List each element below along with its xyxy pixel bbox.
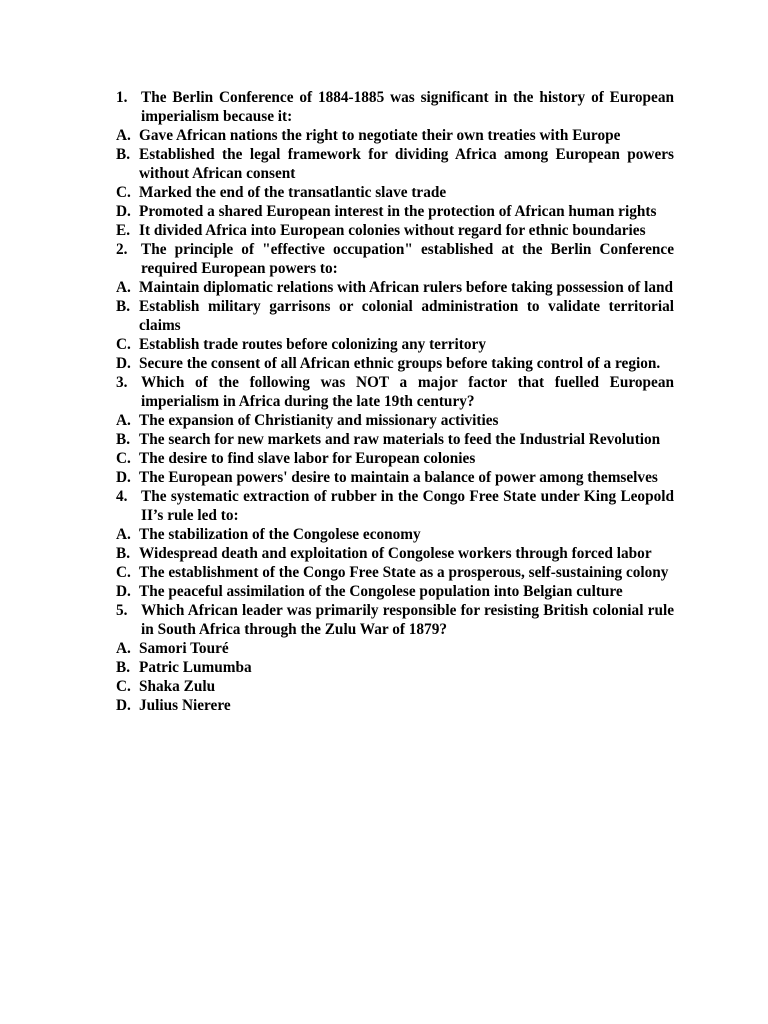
question-text: The systematic extraction of rubber in the Congo Free State under King Leopold II’s rule led to: xyxy=(141,488,674,524)
option-text: Establish military garrisons or colonial administration to validate territorial claims xyxy=(139,298,674,334)
answer-options xyxy=(116,411,674,487)
question-number: 2. xyxy=(116,241,128,258)
question-stem xyxy=(116,601,674,639)
option-letter: D. xyxy=(116,203,131,220)
option-letter: B. xyxy=(116,146,131,163)
option-text: Marked the end of the transatlantic slave trade xyxy=(139,184,447,201)
question-number: 1. xyxy=(116,89,128,106)
option-text: The peaceful assimilation of the Congolese population into Belgian culture xyxy=(139,583,623,600)
option-text: Widespread death and exploitation of Congolese workers through forced labor xyxy=(139,545,652,562)
option-text: The desire to find slave labor for European colonies xyxy=(139,450,476,467)
document-page xyxy=(116,88,674,715)
option-text: The European powers' desire to maintain a balance of power among themselves xyxy=(139,469,658,486)
option-letter: D. xyxy=(116,355,131,372)
answer-option xyxy=(116,202,674,221)
answer-option xyxy=(116,335,674,354)
option-letter: A. xyxy=(116,640,131,657)
answer-options xyxy=(116,126,674,240)
answer-option xyxy=(116,544,674,563)
option-text: Maintain diplomatic relations with African rulers before taking possession of land xyxy=(139,279,674,296)
answer-option xyxy=(116,525,674,544)
option-text: The establishment of the Congo Free State as a prosperous, self-sustaining colony xyxy=(139,564,669,581)
question-2 xyxy=(116,240,674,373)
option-letter: D. xyxy=(116,469,131,486)
question-4 xyxy=(116,487,674,601)
question-number: 3. xyxy=(116,374,128,391)
option-text: Secure the consent of all African ethnic groups before taking control of a region. xyxy=(139,355,661,372)
option-letter: B. xyxy=(116,431,131,448)
option-text: Julius Nierere xyxy=(139,697,231,714)
option-letter: C. xyxy=(116,678,131,695)
question-text: The Berlin Conference of 1884-1885 was significant in the history of European imperialism because it: xyxy=(141,89,674,125)
option-text: Shaka Zulu xyxy=(139,678,216,695)
question-3 xyxy=(116,373,674,487)
option-text: The search for new markets and raw materials to feed the Industrial Revolution xyxy=(139,431,661,448)
answer-option xyxy=(116,145,674,183)
question-stem xyxy=(116,373,674,411)
answer-option xyxy=(116,582,674,601)
answer-options xyxy=(116,525,674,601)
question-number: 5. xyxy=(116,602,128,619)
option-text: Patric Lumumba xyxy=(139,659,252,676)
answer-options xyxy=(116,639,674,715)
answer-option xyxy=(116,126,674,145)
answer-option xyxy=(116,430,674,449)
answer-option xyxy=(116,563,674,582)
option-text: It divided Africa into European colonies without regard for ethnic boundaries xyxy=(139,222,646,239)
option-text: The stabilization of the Congolese economy xyxy=(139,526,421,543)
question-text: Which African leader was primarily responsible for resisting British colonial rule in South Africa through the Zulu War of 1879? xyxy=(141,602,674,638)
question-stem xyxy=(116,487,674,525)
answer-option xyxy=(116,354,674,373)
question-5 xyxy=(116,601,674,715)
question-text: Which of the following was NOT a major factor that fuelled European imperialism in Africa during the late 19th century? xyxy=(141,374,674,410)
answer-option xyxy=(116,658,674,677)
option-letter: C. xyxy=(116,336,131,353)
option-letter: A. xyxy=(116,279,131,296)
option-letter: B. xyxy=(116,298,131,315)
question-stem xyxy=(116,88,674,126)
question-text: The principle of "effective occupation" established at the Berlin Conference required European powers to: xyxy=(141,241,674,277)
option-letter: A. xyxy=(116,412,131,429)
question-number: 4. xyxy=(116,488,128,505)
question-1 xyxy=(116,88,674,240)
answer-option xyxy=(116,183,674,202)
option-letter: C. xyxy=(116,450,131,467)
option-letter: C. xyxy=(116,564,131,581)
option-text: Samori Touré xyxy=(139,640,229,657)
option-letter: B. xyxy=(116,659,131,676)
option-letter: D. xyxy=(116,583,131,600)
answer-option xyxy=(116,411,674,430)
option-letter: C. xyxy=(116,184,131,201)
answer-option xyxy=(116,468,674,487)
option-letter: D. xyxy=(116,697,131,714)
answer-option xyxy=(116,297,674,335)
answer-option xyxy=(116,278,674,297)
option-text: Gave African nations the right to negotiate their own treaties with Europe xyxy=(139,127,621,144)
answer-option xyxy=(116,639,674,658)
option-letter: A. xyxy=(116,127,131,144)
answer-option xyxy=(116,677,674,696)
answer-option xyxy=(116,449,674,468)
option-letter: B. xyxy=(116,545,131,562)
option-letter: A. xyxy=(116,526,131,543)
option-text: Establish trade routes before colonizing any territory xyxy=(139,336,486,353)
option-text: Established the legal framework for dividing Africa among European powers without African consent xyxy=(139,146,674,182)
option-text: The expansion of Christianity and missionary activities xyxy=(139,412,499,429)
question-stem xyxy=(116,240,674,278)
option-letter: E. xyxy=(116,222,131,239)
option-text: Promoted a shared European interest in the protection of African human rights xyxy=(139,203,657,220)
answer-option xyxy=(116,221,674,240)
answer-option xyxy=(116,696,674,715)
answer-options xyxy=(116,278,674,373)
